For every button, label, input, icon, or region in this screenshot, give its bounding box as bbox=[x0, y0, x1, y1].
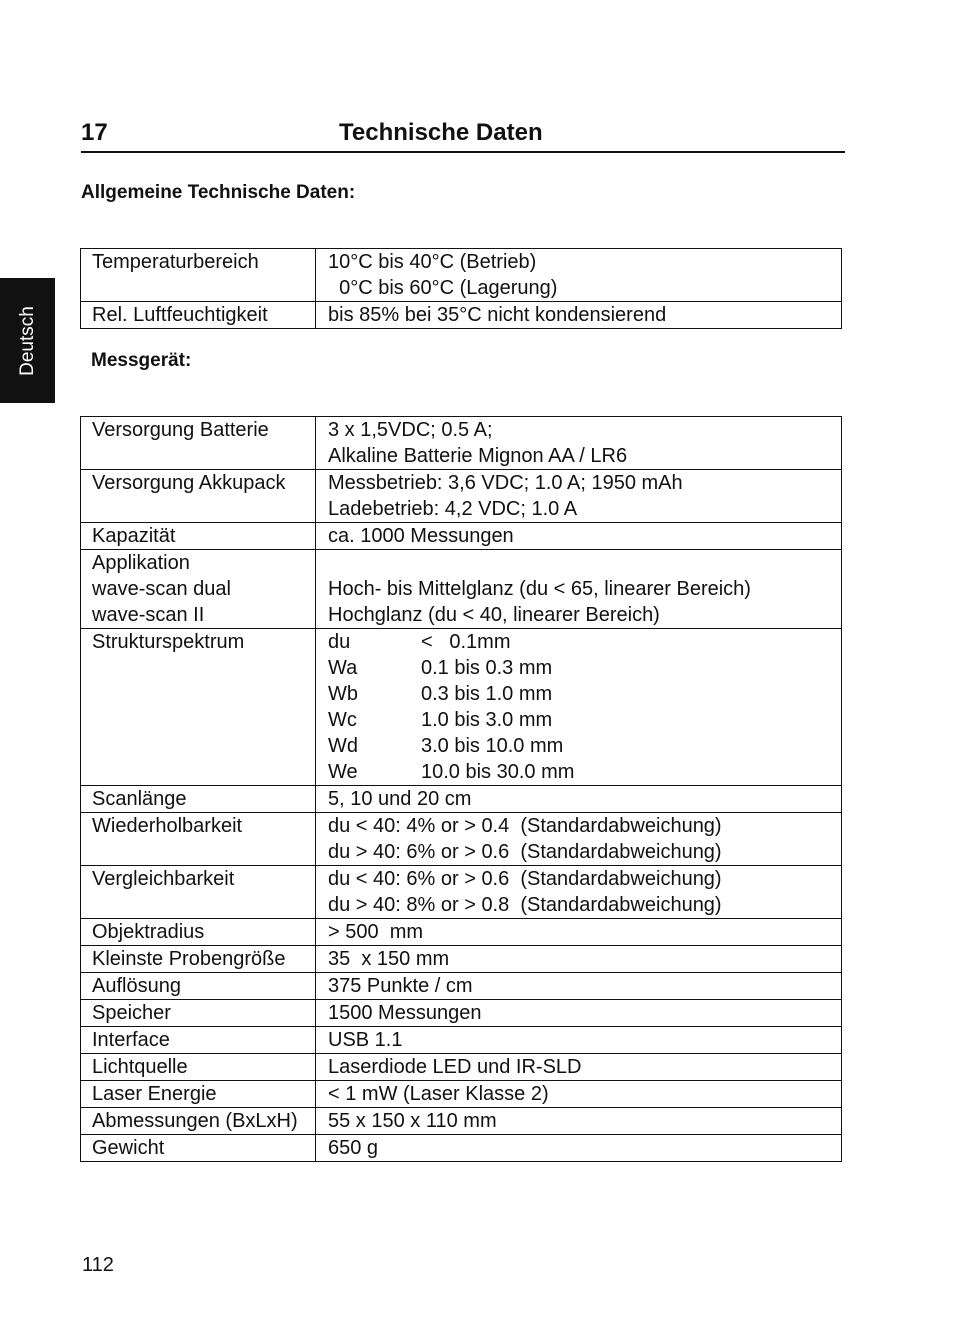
table-row bbox=[81, 1000, 842, 1027]
spec-value: bis 85% bei 35°C nicht kondensierend bbox=[316, 302, 842, 329]
table-row bbox=[81, 973, 842, 1000]
spec-value: < 1 mW (Laser Klasse 2) bbox=[316, 1081, 842, 1108]
table-row bbox=[81, 550, 842, 629]
structure-range-line bbox=[328, 759, 837, 785]
structure-range-line bbox=[328, 733, 837, 759]
table-row bbox=[81, 470, 842, 523]
spec-value bbox=[316, 629, 842, 786]
structure-range: 3.0 bis 10.0 mm bbox=[421, 735, 564, 757]
structure-range-line bbox=[328, 629, 837, 655]
structure-code: Wa bbox=[328, 657, 358, 679]
spec-value: Hoch- bis Mittelglanz (du < 65, linearer Bereich) Hochglanz (du < 40, linearer Bereich) bbox=[316, 550, 842, 629]
spec-label: Gewicht bbox=[81, 1135, 316, 1162]
spec-value: Laserdiode LED und IR-SLD bbox=[316, 1054, 842, 1081]
structure-range: 10.0 bis 30.0 mm bbox=[421, 761, 575, 783]
table-row bbox=[81, 946, 842, 973]
spec-label: Temperaturbereich bbox=[81, 249, 316, 302]
table-row bbox=[81, 523, 842, 550]
spec-value: 650 g bbox=[316, 1135, 842, 1162]
spec-label: Rel. Luftfeuchtigkeit bbox=[81, 302, 316, 329]
table-row bbox=[81, 1108, 842, 1135]
structure-range-line bbox=[328, 681, 837, 707]
spec-value: 35 x 150 mm bbox=[316, 946, 842, 973]
spec-label: Interface bbox=[81, 1027, 316, 1054]
spec-value: 5, 10 und 20 cm bbox=[316, 786, 842, 813]
table-row bbox=[81, 919, 842, 946]
spec-label: Scanlänge bbox=[81, 786, 316, 813]
spec-value: 10°C bis 40°C (Betrieb) 0°C bis 60°C (Lagerung) bbox=[316, 249, 842, 302]
structure-code: We bbox=[328, 761, 358, 783]
spec-value: ca. 1000 Messungen bbox=[316, 523, 842, 550]
structure-range: < 0.1mm bbox=[421, 631, 511, 653]
spec-value: Messbetrieb: 3,6 VDC; 1.0 A; 1950 mAh Ladebetrieb: 4,2 VDC; 1.0 A bbox=[316, 470, 842, 523]
spec-label: Vergleichbarkeit bbox=[81, 866, 316, 919]
table-row bbox=[81, 417, 842, 470]
table-row bbox=[81, 786, 842, 813]
spec-value: 55 x 150 x 110 mm bbox=[316, 1108, 842, 1135]
spec-label: Applikation wave-scan dual wave-scan II bbox=[81, 550, 316, 629]
device-specs-table bbox=[80, 416, 842, 1162]
table-row bbox=[81, 302, 842, 329]
spec-label: Strukturspektrum bbox=[81, 629, 316, 786]
spec-label: Auflösung bbox=[81, 973, 316, 1000]
general-specs-table bbox=[80, 248, 842, 329]
table-row bbox=[81, 1027, 842, 1054]
structure-range-line bbox=[328, 707, 837, 733]
table-row bbox=[81, 249, 842, 302]
spec-label: Laser Energie bbox=[81, 1081, 316, 1108]
section-heading-device: Messgerät: bbox=[91, 350, 192, 371]
structure-code: Wd bbox=[328, 735, 358, 757]
spec-label: Speicher bbox=[81, 1000, 316, 1027]
table-row bbox=[81, 1081, 842, 1108]
structure-range-line bbox=[328, 655, 837, 681]
structure-code: Wb bbox=[328, 683, 358, 705]
structure-range: 0.3 bis 1.0 mm bbox=[421, 683, 553, 705]
language-side-tab bbox=[0, 278, 55, 403]
table-row bbox=[81, 1054, 842, 1081]
spec-value: > 500 mm bbox=[316, 919, 842, 946]
structure-range: 1.0 bis 3.0 mm bbox=[421, 709, 553, 731]
table-row bbox=[81, 1135, 842, 1162]
language-label: Deutsch bbox=[16, 305, 38, 376]
chapter-title: Technische Daten bbox=[339, 119, 543, 146]
spec-label: Versorgung Akkupack bbox=[81, 470, 316, 523]
chapter-rule bbox=[81, 151, 845, 153]
spec-label: Wiederholbarkeit bbox=[81, 813, 316, 866]
chapter-number: 17 bbox=[81, 119, 108, 146]
spec-label: Kapazität bbox=[81, 523, 316, 550]
spec-label: Abmessungen (BxLxH) bbox=[81, 1108, 316, 1135]
table-row bbox=[81, 866, 842, 919]
spec-label: Lichtquelle bbox=[81, 1054, 316, 1081]
spec-value: du < 40: 4% or > 0.4 (Standardabweichung) du > 40: 6% or > 0.6 (Standardabweichung) bbox=[316, 813, 842, 866]
table-row bbox=[81, 629, 842, 786]
spec-label: Objektradius bbox=[81, 919, 316, 946]
spec-value: 3 x 1,5VDC; 0.5 A; Alkaline Batterie Mignon AA / LR6 bbox=[316, 417, 842, 470]
section-heading-general: Allgemeine Technische Daten: bbox=[81, 182, 356, 203]
structure-code: Wc bbox=[328, 709, 357, 731]
structure-code: du bbox=[328, 631, 351, 653]
spec-label: Versorgung Batterie bbox=[81, 417, 316, 470]
spec-value: 1500 Messungen bbox=[316, 1000, 842, 1027]
table-row bbox=[81, 813, 842, 866]
page-number: 112 bbox=[82, 1254, 114, 1276]
spec-value: USB 1.1 bbox=[316, 1027, 842, 1054]
structure-range: 0.1 bis 0.3 mm bbox=[421, 657, 553, 679]
spec-value: du < 40: 6% or > 0.6 (Standardabweichung) du > 40: 8% or > 0.8 (Standardabweichung) bbox=[316, 866, 842, 919]
spec-label: Kleinste Probengröße bbox=[81, 946, 316, 973]
spec-value: 375 Punkte / cm bbox=[316, 973, 842, 1000]
